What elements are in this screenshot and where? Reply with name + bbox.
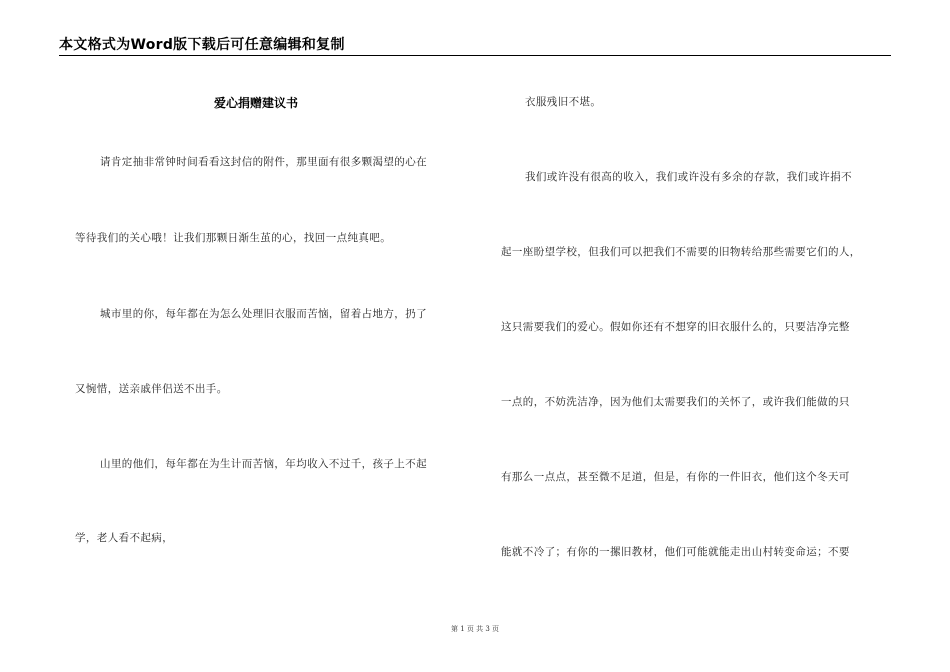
left-paragraph-line: 等待我们的关心哦！让我们那颗日渐生茧的心，找回一点纯真吧。 (75, 232, 392, 244)
left-paragraph-line: 请肯定抽非常钟时间看看这封信的附件，那里面有很多颗渴望的心在 (100, 156, 427, 168)
right-paragraph-line: 起一座盼望学校，但我们可以把我们不需要的旧物转给那些需要它们的人， (501, 246, 861, 258)
document-title: 爱心捐赠建议书 (214, 96, 299, 110)
left-paragraph-line: 又惋惜，送亲戚伴侣送不出手。 (75, 383, 228, 395)
right-paragraph-line: 这只需要我们的爱心。假如你还有不想穿的旧衣服什么的，只要洁净完整 (501, 321, 850, 333)
page-number: 第 1 页 共 3 页 (450, 625, 500, 633)
right-paragraph-line: 能就不冷了；有你的一摞旧教材，他们可能就能走出山村转变命运；不要 (501, 546, 850, 558)
left-paragraph-line: 城市里的你，每年都在为怎么处理旧衣服而苦恼，留着占地方，扔了 (100, 308, 427, 320)
left-paragraph-line: 学，老人看不起病， (75, 532, 174, 544)
right-paragraph-line: 一点的，不妨洗洁净，因为他们太需要我们的关怀了，或许我们能做的只 (501, 396, 850, 408)
left-paragraph-line: 山里的他们，每年都在为生计而苦恼，年均收入不过千，孩子上不起 (100, 458, 427, 470)
header-title: 本文格式为Word版下载后可任意编辑和复制 (59, 37, 345, 53)
right-paragraph-line: 衣服残旧不堪。 (525, 96, 602, 108)
header-divider (59, 55, 891, 56)
right-paragraph-line: 我们或许没有很高的收入，我们或许没有多余的存款，我们或许捐不 (525, 171, 852, 183)
right-paragraph-line: 有那么一点点，甚至微不足道，但是，有你的一件旧衣，他们这个冬天可 (501, 471, 850, 483)
